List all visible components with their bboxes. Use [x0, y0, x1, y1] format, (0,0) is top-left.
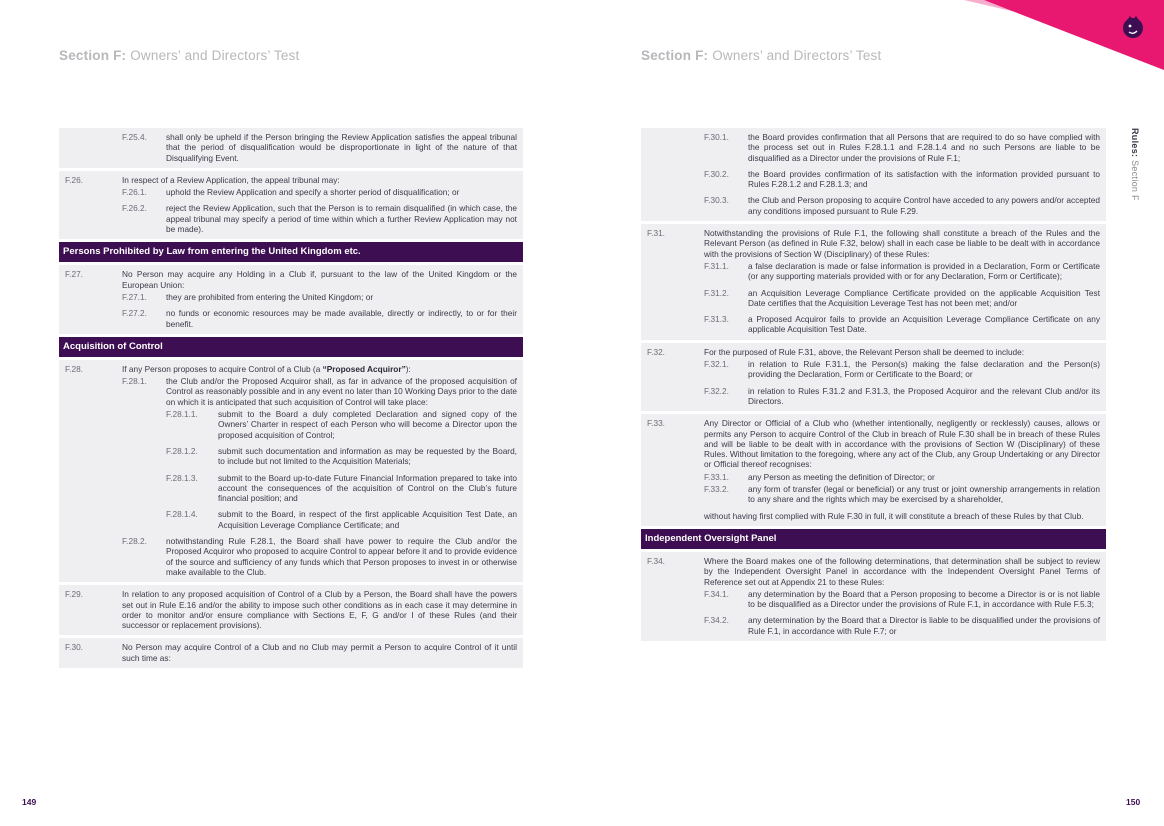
rule-item: F.28.1.4. submit to the Board, in respect of the first applicable Acquisition Test Date, an Acquisition Leverage Compliance Certificate; and: [166, 509, 517, 530]
section-heading-oversight: Independent Oversight Panel: [641, 529, 1106, 549]
rule-item: F.26. In respect of a Review Application, the appeal tribunal may:: [65, 174, 340, 185]
premier-league-lion-icon: [1118, 12, 1148, 42]
page-number-right: 150: [1126, 797, 1141, 807]
rule-item: F.33.2. any form of transfer (legal or beneficial) or any trust or joint ownership arrangements in relation to any share and the rights which may be exercised by a shareholder,: [704, 484, 1100, 505]
rule-block-f34: [641, 552, 1106, 641]
rule-item: F.33. Any Director or Official of a Club who (whether intentionally, negligently or recklessly) causes, allows or permits any Person to acquire Control of the Club in breach of Rule F.30 shall be in breach of these Rules and will be liable to be dealt with in accordance with the provisions of Section W (Disciplinary) of these Rules. Without limitation to the foregoing, where any act of the Club, any Group Undertaking or any Director or Official thereof recognises:: [647, 418, 1100, 470]
right-page-column: [641, 128, 1106, 644]
rule-item: F.28.1.3. submit to the Board up-to-date Future Financial Information prepared to take into account the consequences of the acquisition of Control on the Club’s future financial position; and: [166, 472, 517, 504]
rule-block-f33: [641, 414, 1106, 526]
rule-block-f32: [641, 343, 1106, 411]
rule-block-f25: [59, 128, 523, 168]
rule-block-f29: [59, 585, 523, 635]
section-header-right: Section F: Owners’ and Directors’ Test: [641, 48, 882, 63]
rule-block-f26: [59, 171, 523, 239]
rule-item: F.27.2. no funds or economic resources may be made available, directly or indirectly, to or for their benefit.: [122, 308, 517, 329]
rule-item: F.31.1. a false declaration is made or false information is provided in a Declaration, Form or Certificate (or any supporting materials provided with or for any Declaration, Form or Certificate);: [704, 260, 1100, 282]
rule-item: F.27. No Person may acquire any Holding in a Club if, pursuant to the law of the United Kingdom or the European Union:: [65, 269, 517, 290]
section-heading-prohibited: Persons Prohibited by Law from entering the United Kingdom etc.: [59, 242, 523, 262]
rule-item: F.30. No Person may acquire Control of a Club and no Club may permit a Person to acquire Control of it until such time as:: [65, 642, 517, 663]
rule-item: F.34. Where the Board makes one of the following determinations, that determination shall be subject to review by the Independent Oversight Panel in accordance with the Independent Oversight Panel Terms of Reference set out at Appendix 21 to these Rules:: [647, 555, 1100, 587]
rule-item: F.32.1. in relation to Rule F.31.1, the Person(s) making the false declaration and the Person(s) providing the Declaration, Form or Certificate to the Board; or: [704, 359, 1100, 380]
rule-item: F.28.1.2. submit such documentation and information as may be requested by the Board, to include but not limited to the Acquisition Materials;: [166, 445, 517, 467]
section-heading-acquisition: Acquisition of Control: [59, 337, 523, 357]
rule-item: F.32. For the purposed of Rule F.31, above, the Relevant Person shall be deemed to include:: [647, 346, 1025, 357]
rule-block-f31: [641, 224, 1106, 340]
rule-item: F.30.2. the Board provides confirmation of its satisfaction with the information provided pursuant to Rules F.28.1.2 and F.28.1.3; and: [704, 168, 1100, 190]
rule-item: F.28.2. notwithstanding Rule F.28.1, the Board shall have power to require the Club and/or the Proposed Acquiror who proposed to acquire Control to appear before it and to provide evidence of the source and sufficiency of any funds which that Person proposes to invest in or otherwise make available to the Club.: [122, 536, 517, 577]
rule-item: F.26.1. uphold the Review Application and specify a shorter period of disqualification; or: [122, 187, 460, 198]
rule-item: F.31.2. an Acquisition Leverage Compliance Certificate provided on the applicable Acquisition Test Date certifies that the Acquisition Leverage Test has not been met; and/or: [704, 287, 1100, 308]
rule-item: F.25.4. shall only be upheld if the Person bringing the Review Application satisfies the appeal tribunal that the period of disqualification would be disproportionate in light of the nature of that Disqualifying Event.: [122, 132, 517, 163]
rule-item: F.31. Notwithstanding the provisions of Rule F.1, the following shall constitute a breach of the Rules and the Relevant Person (as defined in Rule F.32, below) shall in each case be liable to be dealt with in accordance with the provisions of Section W (Disciplinary) of these Rules:: [647, 228, 1100, 259]
rule-block-f30-cont: [641, 128, 1106, 221]
rule-item: F.26.2. reject the Review Application, such that the Person is to remain disqualified (in which case, the appeal tribunal may specify a period of time within which a further Review Application may not be made).: [122, 203, 517, 235]
side-section-label: Rules: Section F: [1130, 128, 1140, 201]
rule-text: without having first complied with Rule F.30 in full, it will constitute a breach of these Rules by that Club.: [704, 510, 1084, 521]
page-number-left: 149: [22, 797, 37, 807]
section-header-left: Section F: Owners’ and Directors’ Test: [59, 48, 300, 63]
rule-item: F.31.3. a Proposed Acquiror fails to provide an Acquisition Leverage Compliance Certificate on any applicable Acquisition Test Date.: [704, 314, 1100, 335]
rule-item: F.29. In relation to any proposed acquisition of Control of a Club by a Person, the Board shall have the powers set out in Rule E.16 and/or the ability to impose such other conditions as in each case it may determine in order to monitor and/or ensure compliance with Sections E, F, G and/or I of these Rules (and their successor or replacement provisions).: [65, 589, 517, 631]
rule-block-f28: [59, 360, 523, 582]
left-page-column: [59, 128, 523, 671]
rule-item: F.30.1. the Board provides confirmation that all Persons that are required to do so have complied with the process set out in Rules F.28.1.1 and F.28.1.4 and no such Persons are liable to be disqualified as a Director under the provisions of Rule F.1;: [704, 132, 1100, 163]
rule-item: F.27.1. they are prohibited from entering the United Kingdom; or: [122, 291, 374, 302]
rule-item: F.28.1. the Club and/or the Proposed Acquiror shall, as far in advance of the proposed acquisition of Control as reasonably possible and in any event no later than 10 Working Days prior to the date on which it is anticipated that such acquisition of Control will take place:: [122, 376, 517, 407]
rule-block-f27: [59, 265, 523, 333]
rule-item: F.32.2. in relation to Rules F.31.2 and F.31.3, the Proposed Acquiror and the relevant Club and/or its Directors.: [704, 385, 1100, 406]
rule-item: F.30.3. the Club and Person proposing to acquire Control have acceded to any powers and/or accepted any conditions imposed pursuant to Rule F.29.: [704, 195, 1100, 216]
rule-item: F.28.1.1. submit to the Board a duly completed Declaration and signed copy of the Owners’ Charter in respect of each Person who will become a Director upon the proposed acquisition of Control;: [166, 409, 517, 440]
rule-item: F.28. If any Person proposes to acquire Control of a Club (a “Proposed Acquiror”):: [65, 363, 411, 374]
rule-item: F.34.1. any determination by the Board that a Person proposing to become a Director is or is not liable to be disqualified as a Director under the provisions of Rule F.1, in accordance with Rule F.5.3;: [704, 588, 1100, 610]
rule-block-f30: [59, 638, 523, 668]
rule-item: F.33.1. any Person as meeting the definition of Director; or: [704, 471, 935, 482]
rule-item: F.34.2. any determination by the Board that a Director is liable to be disqualified under the provisions of Rule F.1, in accordance with Rule F.7; or: [704, 615, 1100, 636]
